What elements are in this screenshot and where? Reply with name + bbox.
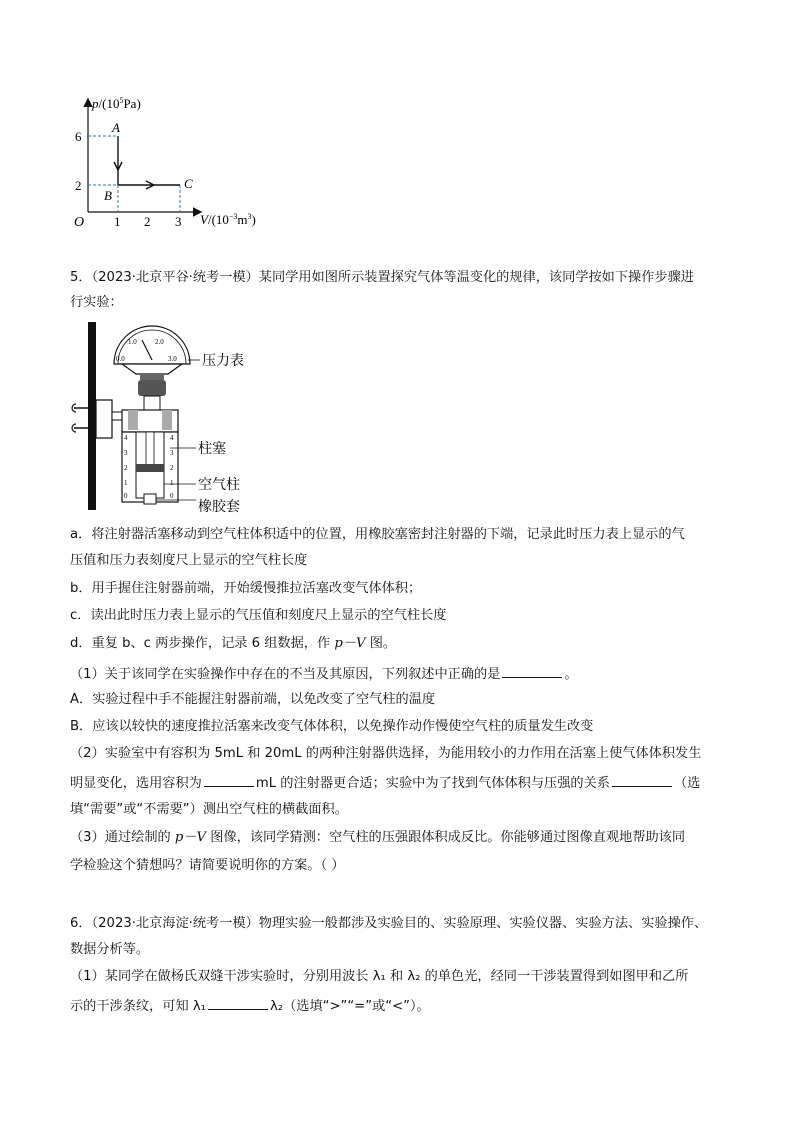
air-column-label: 空气柱 — [198, 477, 240, 493]
q5-step-d: d．重复 b、c 两步操作，记录 6 组数据，作 p－V 图。 — [70, 636, 397, 651]
svg-text:1: 1 — [170, 479, 174, 487]
q5-option-a: A．实验过程中手不能握注射器前端，以免改变了空气柱的温度 — [70, 692, 436, 707]
svg-text:0.0: 0.0 — [116, 355, 125, 363]
svg-text:2: 2 — [170, 464, 174, 472]
point-c: C — [184, 176, 193, 191]
gauge-label: 压力表 — [202, 353, 244, 369]
svg-text:0: 0 — [170, 492, 174, 500]
x-tick-1: 1 — [114, 214, 121, 229]
q5-sub2-3: 填“需要”或“不需要”）测出空气柱的横截面积。 — [70, 802, 348, 817]
x-tick-3: 3 — [175, 214, 182, 229]
point-a: A — [112, 120, 120, 135]
x-tick-2: 2 — [144, 214, 151, 229]
q5-sub2-1: （2）实验室中有容积为 5mL 和 20mL 的两种注射器供选择，为能用较小的力作用在活塞上使气体体积发生 — [70, 746, 702, 761]
q5-sub1: （1）关于该同学在实验操作中存在的不当及其原因，下列叙述中正确的是 。 — [70, 663, 730, 685]
y-tick-2: 2 — [75, 178, 82, 193]
q5-header-cont: 行实验： — [70, 295, 123, 310]
q5-sub3-2: 学检验这个猜想吗？请简要说明你的方案。（ ） — [70, 858, 345, 873]
svg-text:4: 4 — [170, 434, 174, 442]
plunger-label: 柱塞 — [198, 441, 226, 457]
svg-text:1: 1 — [124, 479, 128, 487]
q5-step-a-1: a．将注射器活塞移动到空气柱体积适中的位置，用橡胶塞密封注射器的下端，记录此时压力表上显示的气 — [70, 527, 685, 542]
q5-step-c: c．读出此时压力表上显示的气压值和刻度尺上显示的空气柱长度 — [70, 608, 447, 623]
svg-text:3.0: 3.0 — [168, 355, 177, 363]
q5-step-a-2: 压值和压力表刻度尺上显示的空气柱长度 — [70, 553, 308, 568]
svg-text:2.0: 2.0 — [155, 338, 164, 346]
point-b: B — [104, 188, 112, 203]
q5-header: 5．（2023·北京平谷·统考一模）某同学用如图所示装置探究气体等温变化的规律，该同学按如下操作步骤进 — [70, 270, 694, 285]
q6-header-1: 6．（2023·北京海淀·统考一模）物理实验一般都涉及实验目的、实验原理、实验仪器、实验方法、实验操作、 — [70, 916, 708, 931]
answer-blank-2[interactable] — [204, 772, 254, 787]
q5-sub2-2: 明显变化，选用容积为 mL 的注射器更合适；实验中为了找到气体体积与压强的关系 （选 — [70, 772, 730, 794]
q6-sub1-1: （1）某同学在做杨氏双缝干涉实验时，分别用波长 λ₁ 和 λ₂ 的单色光，经同一干涉装置得到如图甲和乙所 — [70, 969, 689, 984]
svg-text:2: 2 — [124, 464, 128, 472]
svg-text:4: 4 — [124, 434, 128, 442]
q6-sub1-2: 示的干涉条纹，可知 λ₁ λ₂（选填“>”“=”或“<”）。 — [70, 995, 730, 1017]
q6-header-2: 数据分析等。 — [70, 942, 150, 957]
answer-blank-4[interactable] — [208, 995, 268, 1010]
y-tick-6: 6 — [75, 129, 82, 144]
q5-sub3-1: （3）通过绘制的 p－V 图像，该同学猜测：空气柱的压强跟体积成反比。你能够通过图像直观地帮助该同 — [70, 830, 686, 845]
svg-text:3: 3 — [124, 449, 128, 457]
svg-text:0: 0 — [124, 492, 128, 500]
x-axis-label: $V/(10^{-3}m^3)$ — [200, 212, 256, 227]
rubber-cap-label: 橡胶套 — [198, 499, 240, 515]
q5-step-b: b．用手握住注射器前端，开始缓慢推拉活塞改变气体体积； — [70, 581, 422, 596]
svg-text:1.0: 1.0 — [128, 338, 137, 346]
pv-graph — [70, 90, 290, 230]
syringe-apparatus-figure — [70, 318, 270, 518]
q5-option-b: B．应该以较快的速度推拉活塞来改变气体体积，以免操作动作慢使空气柱的质量发生改变 — [70, 719, 594, 734]
svg-text:3: 3 — [170, 449, 174, 457]
answer-blank-1[interactable] — [502, 663, 562, 678]
y-axis-label: $p/(10^5Pa)$ — [92, 96, 141, 111]
origin-label: O — [74, 215, 85, 230]
answer-blank-3[interactable] — [612, 772, 672, 787]
